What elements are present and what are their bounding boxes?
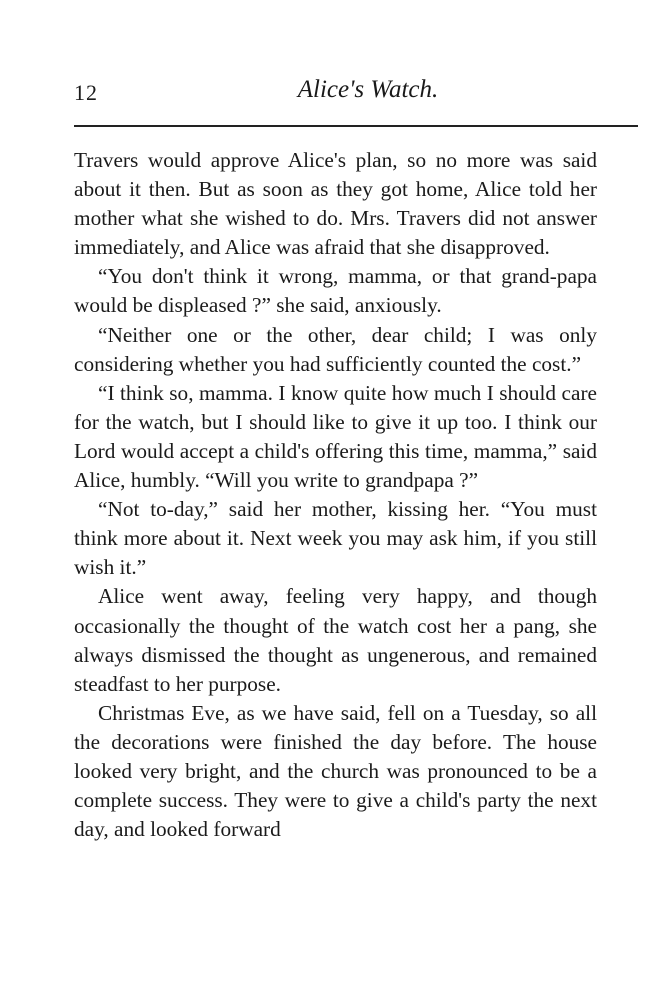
page-number: 12 [74,80,98,105]
header-rule [74,125,638,127]
paragraph: Christmas Eve, as we have said, fell on a Tuesday, so all the decorations were finished the day before. The house looked very bright, and the church was pronounced to be a complete success. They were to give a child's party the next day, and looked forward [74,700,597,842]
running-head [74,74,638,114]
body-text [74,146,597,844]
paragraph: “I think so, mamma. I know quite how much I should care for the watch, but I should like to give it up too. I think our Lord would accept a child's offering this time, mamma,” said Alice, humbly. “Will you write to grandpapa ?” [74,380,597,493]
paragraph: Alice went away, feeling very happy, and though occasionally the thought of the watch cost her a pang, she always dismissed the thought as ungenerous, and remained steadfast to her purpose. [74,584,597,696]
paragraph: “Neither one or the other, dear child; I was only considering whether you had sufficiently counted the cost.” [74,322,597,376]
paragraph: “You don't think it wrong, mamma, or that grand-papa would be displeased ?” she said, anxiously. [74,264,597,318]
paragraph: “Not to-day,” said her mother, kissing her. “You must think more about it. Next week you may ask him, if you still wish it.” [74,497,597,580]
running-title: Alice's Watch. [297,76,439,103]
paragraph-continuation: Travers would approve Alice's plan, so no more was said about it then. But as soon as they got home, Alice told her mother what she wished to do. Mrs. Travers did not answer immediately, and Alice was afraid that she disapproved. [74,148,597,260]
